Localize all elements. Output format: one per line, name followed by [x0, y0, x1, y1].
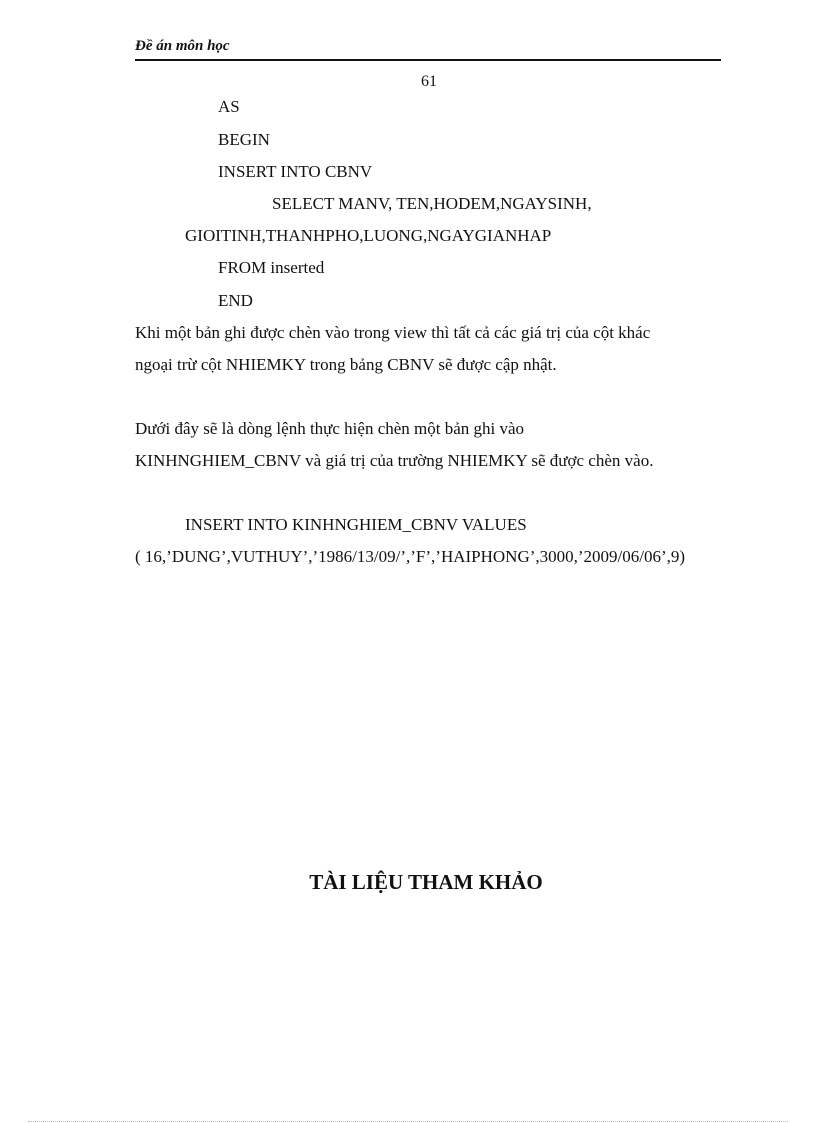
- paragraph-line: Dưới đây sẽ là dòng lệnh thực hiện chèn một bản ghi vào: [135, 419, 525, 438]
- code-line: BEGIN: [218, 130, 270, 149]
- page-bottom-border: [28, 1121, 788, 1122]
- code-line: FROM inserted: [218, 258, 325, 277]
- code-line: ( 16,’DUNG’,VUTHUY’,’1986/13/09/’,’F’,’HAIPHONG’,3000,’2009/06/06’,9): [135, 547, 686, 566]
- section-heading: TÀI LIỆU THAM KHẢO: [309, 870, 543, 894]
- document-header: [135, 38, 721, 61]
- code-line: GIOITINH,THANHPHO,LUONG,NGAYGIANHAP: [185, 226, 552, 245]
- code-line: INSERT INTO KINHNGHIEM_CBNV VALUES: [185, 515, 527, 534]
- code-line: END: [218, 291, 253, 310]
- paragraph-line: ngoại trừ cột NHIEMKY trong bảng CBNV sẽ được cập nhật.: [135, 355, 557, 374]
- header-title: Đề án môn học: [135, 38, 230, 54]
- code-line: INSERT INTO CBNV: [218, 162, 373, 181]
- code-line: SELECT MANV, TEN,HODEM,NGAYSINH,: [272, 194, 592, 213]
- code-line: AS: [218, 97, 240, 116]
- paragraph-line: KINHNGHIEM_CBNV và giá trị của trường NHIEMKY sẽ được chèn vào.: [135, 451, 654, 470]
- paragraph-line: Khi một bản ghi được chèn vào trong view thì tất cả các giá trị của cột khác: [135, 323, 651, 342]
- page-number: 61: [421, 73, 437, 90]
